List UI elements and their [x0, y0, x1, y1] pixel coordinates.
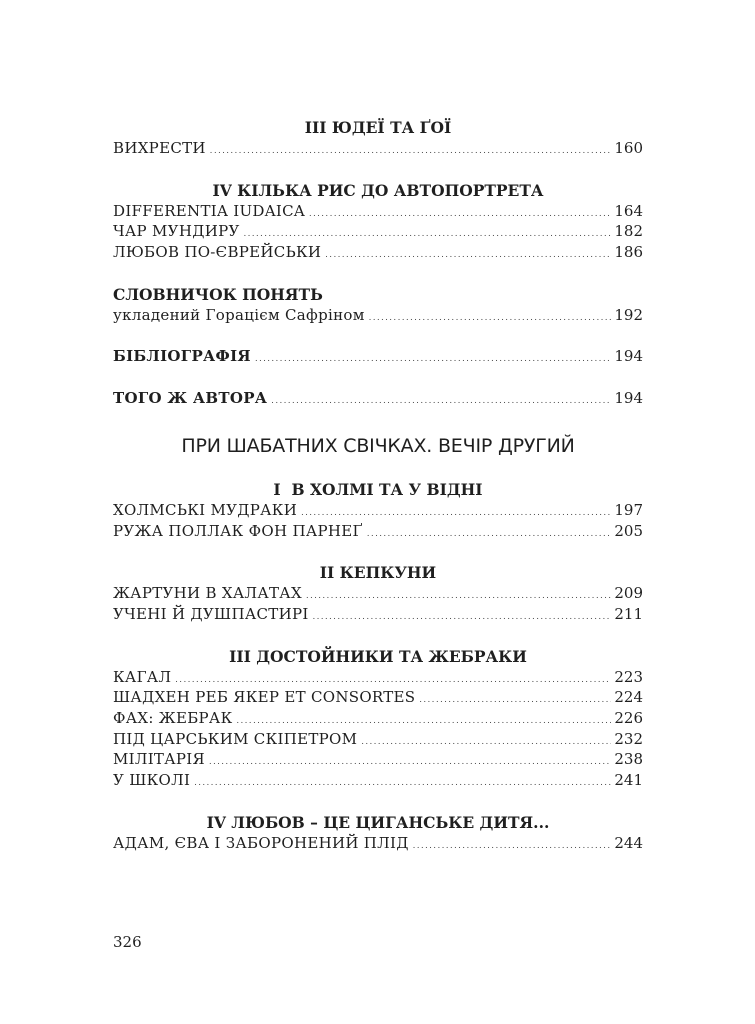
- toc-entry: [113, 687, 643, 708]
- toc-entry: [113, 749, 643, 770]
- same-author-label: ТОГО Ж АВТОРА: [113, 389, 268, 408]
- toc-entry: [113, 500, 643, 521]
- toc-entry: [113, 221, 643, 242]
- glossary-title: СЛОВНИЧОК ПОНЯТЬ: [113, 284, 323, 304]
- toc-entry: [113, 305, 643, 326]
- section-title: III ДОСТОЙНИКИ ТА ЖЕБРАКИ: [229, 646, 527, 666]
- dot-leader: [209, 752, 611, 773]
- entry-page: 223: [614, 667, 643, 686]
- section-title: IV ЛЮБОВ – ЦЕ ЦИГАНСЬКЕ ДИТЯ...: [206, 812, 550, 832]
- dot-leader: [271, 391, 611, 412]
- entry-page: 160: [614, 139, 643, 157]
- entry-page: 205: [614, 521, 643, 540]
- entry-page: 241: [614, 771, 643, 789]
- dot-leader: [369, 308, 612, 329]
- page-number: 326: [113, 933, 142, 951]
- toc-entry: [113, 833, 643, 854]
- spacer: [113, 367, 643, 388]
- entry-page: 224: [614, 688, 643, 707]
- toc-entry: [113, 667, 643, 688]
- spacer: [113, 325, 643, 346]
- entry-label: ЖАРТУНИ В ХАЛАТАХ: [113, 584, 302, 603]
- entry-label: ПІД ЦАРСЬКИМ СКІПЕТРОМ: [113, 729, 358, 748]
- entry-page: 211: [614, 604, 643, 623]
- dot-leader: [306, 586, 611, 607]
- bibliography-label: БІБЛІОГРАФІЯ: [113, 347, 251, 366]
- section-title: II КЕПКУНИ: [319, 563, 437, 583]
- spacer: [113, 159, 643, 180]
- entry-page: 186: [614, 243, 643, 262]
- entry-page: 164: [614, 201, 643, 220]
- toc-entry: [113, 242, 643, 263]
- toc-entry: [113, 729, 643, 750]
- section-title: IV КІЛЬКА РИС ДО АВТОПОРТРЕТА: [212, 180, 544, 200]
- dot-leader: [210, 141, 612, 162]
- toc-entry: [113, 521, 643, 542]
- entry-label: КАГАЛ: [113, 667, 172, 686]
- section-title: III ЮДЕЇ ТА ҐОЇ: [304, 118, 452, 137]
- dot-leader: [313, 607, 612, 628]
- dot-leader: [419, 690, 611, 711]
- toc-entry: [113, 770, 643, 791]
- spacer: [113, 541, 643, 562]
- dot-leader: [325, 245, 611, 266]
- spacer: [113, 459, 643, 479]
- entry-page: 238: [614, 750, 643, 769]
- toc-entry: [113, 604, 643, 625]
- entry-label: АДАМ, ЄВА І ЗАБОРОНЕНИЙ ПЛІД: [113, 833, 409, 852]
- dot-leader: [413, 836, 612, 857]
- entry-label: РУЖА ПОЛЛАК ФОН ПАРНЕҐ: [113, 521, 363, 540]
- entry-label: ВИХРЕСТИ: [113, 139, 206, 157]
- table-of-contents: [113, 117, 643, 853]
- entry-page: 182: [614, 222, 643, 241]
- entry-page: 232: [614, 729, 643, 748]
- spacer: [113, 625, 643, 646]
- entry-page: 197: [614, 500, 643, 519]
- part-title: ПРИ ШАБАТНИХ СВІЧКАХ. ВЕЧІР ДРУГИЙ: [181, 434, 575, 457]
- entry-page: 209: [614, 584, 643, 603]
- spacer: [113, 409, 643, 433]
- dot-leader: [309, 204, 611, 225]
- toc-entry: [113, 138, 643, 159]
- entry-page: 192: [614, 305, 643, 324]
- dot-leader: [194, 773, 611, 794]
- entry-label: DIFFERENTIA IUDAICA: [113, 201, 305, 220]
- entry-label: МІЛІТАРІЯ: [113, 750, 205, 769]
- entry-label: У ШКОЛІ: [113, 771, 191, 789]
- dot-leader: [367, 524, 611, 545]
- spacer: [113, 263, 643, 284]
- toc-entry: [113, 346, 643, 367]
- toc-entry: [113, 388, 643, 409]
- entry-label: ЛЮБОВ ПО-ЄВРЕЙСЬКИ: [113, 243, 322, 262]
- entry-label: ЧАР МУНДИРУ: [113, 222, 240, 241]
- entry-page: 226: [614, 708, 643, 727]
- entry-label: укладений Горацієм Сафріном: [113, 305, 365, 324]
- entry-page: 194: [614, 347, 643, 366]
- toc-entry: [113, 708, 643, 729]
- entry-label: УЧЕНІ Й ДУШПАСТИРІ: [113, 604, 309, 623]
- dot-leader: [361, 732, 611, 753]
- dot-leader: [255, 349, 611, 370]
- entry-label: ФАХ: ЖЕБРАК: [113, 708, 233, 727]
- toc-entry: [113, 583, 643, 604]
- entry-page: 244: [614, 833, 643, 852]
- entry-label: ШАДХЕН РЕБ ЯКЕР ET CONSORTES: [113, 688, 416, 707]
- spacer: [113, 791, 643, 812]
- entry-page: 194: [614, 389, 643, 408]
- section-title: I В ХОЛМІ ТА У ВІДНІ: [273, 479, 483, 499]
- entry-label: ХОЛМСЬКІ МУДРАКИ: [113, 500, 298, 519]
- toc-entry: [113, 201, 643, 222]
